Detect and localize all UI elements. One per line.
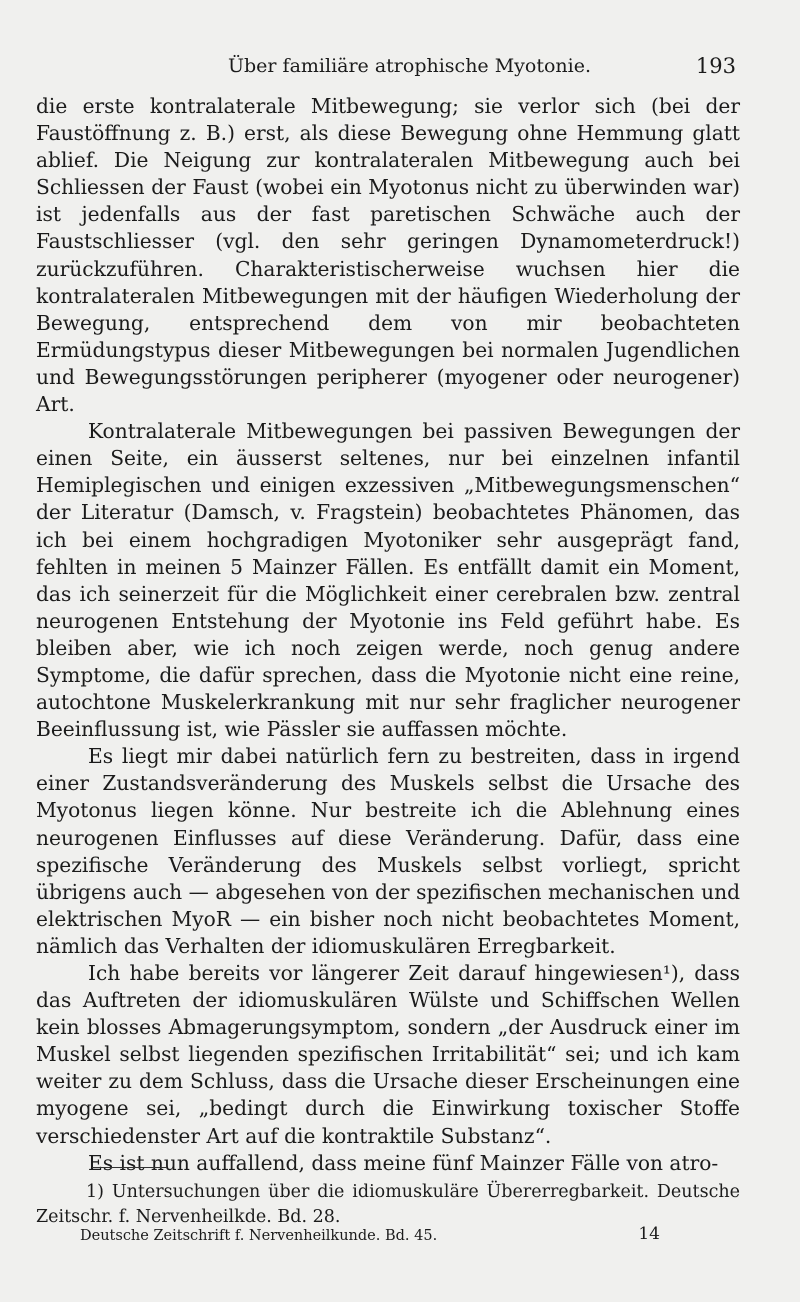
running-title: Über familiäre atrophische Myotonie. (228, 55, 592, 77)
paragraph-1: die erste kontralaterale Mitbewegung; sie verlor sich (bei der Faustöffnung z. B.) erst, als diese Bewegung ohne Hemmung glatt ablief. Die Neigung zur kontralateralen Mitbewegung auch bei Schliessen der Faust (wobei ein Myotonus nicht zu überwinden war) ist jedenfalls aus der fast paretischen Schwäche auch der Faustschliesser (vgl. den sehr geringen Dynamometerdruck!) zurückzuführen. Charakteristischerweise wuchsen hier die kontralateralen Mitbewegungen mit der häufigen Wiederholung der Bewegung, entsprechend dem von mir beobachteten Ermüdungstypus dieser Mitbewegungen bei normalen Jugendlichen und Bewegungsstörungen peripherer (myogener oder neurogener) Art. (36, 94, 740, 417)
paragraph-3: Es liegt mir dabei natürlich fern zu bestreiten, dass in irgend einer Zustandsveränderung des Muskels selbst die Ursache des Myotonus liegen könne. Nur bestreite ich die Ablehnung eines neurogenen Einflusses auf diese Veränderung. Dafür, dass eine spezifische Veränderung des Muskels selbst vorliegt, spricht übrigens auch — abgesehen von der spezifischen mechanischen und elektrischen MyoR — ein bisher noch nicht beobachtetes Moment, nämlich das Verhalten der idiomuskulären Erregbarkeit. (36, 744, 740, 958)
footnote (36, 1180, 740, 1230)
paragraph-2: Kontralaterale Mitbewegungen bei passiven Bewegungen der einen Seite, ein äusserst seltenes, nur bei einzelnen infantil Hemiplegischen und einigen exzessiven „Mitbewegungsmenschen“ der Literatur (Damsch, v. Fragstein) beobachtetes Phänomen, das ich bei einem hochgradigen Myotoniker sehr ausgeprägt fand, fehlten in meinen 5 Mainzer Fällen. Es entfällt damit ein Moment, das ich seinerzeit für die Möglichkeit einer cerebralen bzw. zentral neurogenen Entstehung der Myotonie ins Feld geführt habe. Es bleiben aber, wie ich noch zeigen werde, noch genug andere Symptome, die dafür sprechen, dass die Myotonie nicht eine reine, autochtone Muskelerkrankung mit nur sehr fraglicher neurogener Beeinflussung ist, wie Pässler sie auffassen möchte. (36, 419, 740, 742)
main-text (36, 93, 740, 1177)
paragraph-5: Es ist nun auffallend, dass meine fünf Mainzer Fälle von atro- (88, 1150, 719, 1175)
paragraph-4: Ich habe bereits vor längerer Zeit darauf hingewiesen¹), dass das Auftreten der idiomuskulären Wülste und Schiffschen Wellen kein blosses Abmagerungsymptom, sondern „der Ausdruck einer im Muskel selbst liegenden spezifischen Irritabilität“ sei; und ich kam weiter zu dem Schluss, dass die Ursache dieser Erscheinungen eine myogene sei, „bedingt durch die Einwirkung toxischer Stoffe verschiedenster Art auf die kontraktile Substanz“. (36, 961, 740, 1148)
page-number: 193 (695, 54, 736, 78)
signature-number: 14 (638, 1224, 660, 1244)
footnote-text: 1) Untersuchungen über die idiomuskuläre Übererregbarkeit. Deutsche Zeitschr. f. Nervenheilkde. Bd. 28. (36, 1182, 740, 1227)
journal-signature: Deutsche Zeitschrift f. Nervenheilkunde. Bd. 45. (80, 1228, 438, 1244)
running-header (36, 52, 736, 80)
footnote-divider (92, 1167, 167, 1168)
